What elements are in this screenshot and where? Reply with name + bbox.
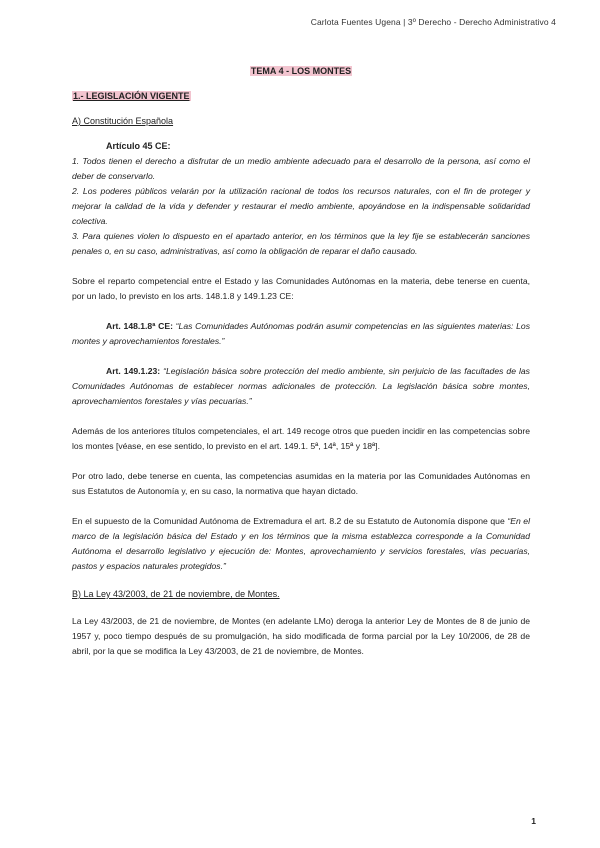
paragraph-art-149 <box>72 364 530 409</box>
subsection-heading-constitucion: A) Constitución Española <box>72 116 174 126</box>
art-149-text: “Legislación básica sobre protección del medio ambiente, sin perjuicio de las facultades de las Comunidades Autónomas de establecer normas adicionales de protección. La legislación básica sobre montes, aprovechamientos forestales y vías pecuarias.” <box>72 366 530 406</box>
section-heading-text: 1.- LEGISLACIÓN VIGENTE <box>73 91 190 101</box>
extremadura-quote: “En el marco de la legislación básica del Estado y en los términos que la misma establezca corresponde a la Comunidad Autónoma el desarrollo legislativo y ejecución de: Montes, aprovechamiento y servicios forestales, vías pecuarias, pastos y espacios naturales protegidos.” <box>72 516 531 571</box>
page-header: Carlota Fuentes Ugena | 3º Derecho - Derecho Administrativo 4 <box>310 17 556 27</box>
document-title <box>72 66 530 76</box>
subsection-heading-ley-montes: B) La Ley 43/2003, de 21 de noviembre, de Montes. <box>72 589 280 599</box>
art-149-label: Art. 149.1.23: <box>106 366 161 376</box>
paragraph-art-148 <box>72 319 530 349</box>
document-title-text: TEMA 4 - LOS MONTES <box>250 66 352 76</box>
article-45-item-1: 1. Todos tienen el derecho a disfrutar de un medio ambiente adecuado para el desarrollo de la persona, así como el deber de conservarlo. <box>72 156 530 181</box>
art-148-label: Art. 148.1.8ª CE: <box>106 321 173 331</box>
article-45-item-3: 3. Para quienes violen lo dispuesto en el apartado anterior, en los términos que la ley fije se establecerán sanciones penales o, en su caso, administrativas, así como la obligación de reparar el daño causado. <box>72 231 530 256</box>
paragraph-titulos-competenciales: Además de los anteriores títulos competenciales, el art. 149 recoge otros que pueden incidir en las competencias sobre los montes [véase, en ese sentido, lo previsto en el art. 149.1. 5ª, 14ª, 15ª y 18ª]. <box>72 426 530 451</box>
art-148-text: “Las Comunidades Autónomas podrán asumir competencias en las siguientes materias: Los montes y aprovechamientos forestales.” <box>72 321 530 346</box>
paragraph-extremadura <box>72 514 530 574</box>
paragraph-estatutos: Por otro lado, debe tenerse en cuenta, las competencias asumidas en la materia por las Comunidades Autónomas en sus Estatutos de Autonomía y, en su caso, la normativa que hayan dictado. <box>72 471 530 496</box>
section-heading-legislacion <box>72 91 530 101</box>
page-number: 1 <box>531 816 536 826</box>
article-45-heading: Artículo 45 CE: <box>106 141 171 151</box>
paragraph-reparto-competencial: Sobre el reparto competencial entre el Estado y las Comunidades Autónomas en la materia, debe tenerse en cuenta, por un lado, lo previsto en los arts. 148.1.8 y 149.1.23 CE: <box>72 276 530 301</box>
paragraph-ley-montes: La Ley 43/2003, de 21 de noviembre, de Montes (en adelante LMo) deroga la anterior Ley de Montes de 8 de junio de 1957 y, poco tiempo después de su promulgación, ha sido modificada de forma parcial por la Ley 10/2006, de 28 de abril, por la que se modifica la Ley 43/2003, de 21 de noviembre, de Montes. <box>72 616 530 656</box>
extremadura-text: En el supuesto de la Comunidad Autónoma de Extremadura el art. 8.2 de su Estatuto de Autonomía dispone que <box>72 516 508 526</box>
article-45-item-2: 2. Los poderes públicos velarán por la utilización racional de todos los recursos naturales, con el fin de proteger y mejorar la calidad de la vida y defender y restaurar el medio ambiente, apoyándose en la indispensable solidaridad colectiva. <box>72 186 530 226</box>
document-body <box>72 66 530 659</box>
